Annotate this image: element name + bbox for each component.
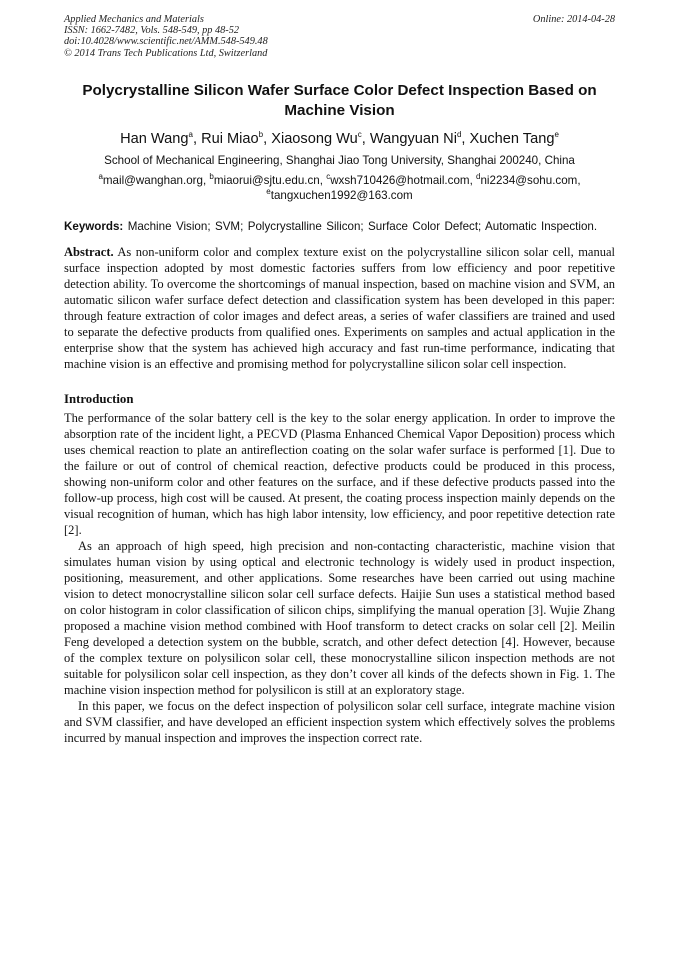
body-paragraph: The performance of the solar battery cell is the key to the solar energy application. In order to improve the absorption rate of the incident light, a PECVD (Plasma Enhanced Chemical Vapor Deposition) process which uses chemical reaction to plate an antireflection coating on the solar wafer surface is performed [1]. Due to the failure or out of control of chemical reaction, defective products could be produced in this process, showing non-uniform color and other features on the surface, and if these defective products passed into the follow-up process, high cost will be caused. At present, the coating process inspection mainly depends on the visual recognition of human, which has high labor intensity, low efficiency, and poor repetitive detection rate [2].	[64, 410, 615, 537]
email-link[interactable]: $^d$ni2234@sohu.com	[476, 171, 578, 187]
journal-header	[64, 14, 615, 59]
email-link[interactable]: $^c$wxsh710426@hotmail.com	[326, 171, 470, 187]
journal-name: Applied Mechanics and Materials	[64, 14, 204, 25]
keywords-label: Keywords:	[64, 219, 124, 233]
author: Xuchen Tang$^e$	[469, 129, 559, 147]
body-paragraph: As an approach of high speed, high precision and non-contacting characteristic, machine vision that simulates human vision by using optical and electronic technology is widely used in product inspection, positioning, measurement, and other applications. Some researches have been carried out using machine vision to detect monocrystalline silicon solar cell surface defects. Haijie Sun uses a statistical method based on color histogram in color classification of silicon chips, simplifying the manual operation [3]. Wujie Zhang proposed a machine vision method combined with Hoof transform to detect cracks on solar cell [2]. Meilin Feng developed a detection system on the bubble, scratch, and other defect detection [4]. However, because of the complex texture on polysilicon solar cell, these monocrystalline silicon inspection methods are not suitable for polysilicon solar cell inspection, as they don’t cover all kinds of the defects shown in Fig. 1. The machine vision inspection method for polysilicon is still at an exploratory stage.	[64, 538, 615, 697]
body-paragraph: In this paper, we focus on the defect inspection of polysilicon solar cell surface, integrate machine vision and SVM classifier, and have developed an efficient inspection system which effectively solves the problems incurred by manual inspection and improves the inspection correct rate.	[64, 698, 615, 745]
online-date: Online: 2014-04-28	[532, 14, 615, 25]
keywords-text: Machine Vision; SVM; Polycrystalline Silicon; Surface Color Defect; Automatic Inspection.	[127, 219, 598, 233]
email-link[interactable]: $^e$tangxuchen1992@163.com	[266, 186, 413, 202]
paper-title: Polycrystalline Silicon Wafer Surface Color Defect Inspection Based on Machine Vision	[82, 81, 597, 119]
author: Rui Miao$^b$	[201, 129, 264, 147]
email-link[interactable]: $^b$miaorui@sjtu.edu.cn	[209, 171, 320, 187]
paper-page	[64, 14, 615, 746]
keywords	[64, 220, 615, 235]
abstract-label: Abstract.	[64, 244, 114, 259]
author: Wangyuan Ni$^d$	[369, 129, 462, 147]
journal-issn: ISSN: 1662-7482, Vols. 548-549, pp 48-52	[64, 25, 240, 37]
email-link[interactable]: $^a$mail@wanghan.org	[98, 171, 203, 187]
abstract-text: As non-uniform color and complex texture exist on the polycrystalline silicon solar cell, manual surface inspection adopted by most domestic factories suffers from low efficiency and poor repetitive detection ability. To overcome the shortcomings of manual inspection, based on machine vision and SVM, an automatic silicon wafer surface defect detection and classification system has been developed in this paper: through feature extraction of color images and defect areas, a series of wafer classifiers are trained and used to separate the defective products from qualified ones. Experiments on samples and actual application in the enterprise show that the system has achieved high accuracy and fast run-time performance, indicating that machine vision is an effective and promising method for polycrystalline silicon solar cell inspection.	[64, 244, 616, 371]
email-list: $^a$mail@wanghan.org, $^b$miaorui@sjtu.edu.cn, $^c$wxsh710426@hotmail.com, $^d$ni2234@sohu.com, $^e$tangxuchen1992@163.com	[98, 171, 581, 202]
abstract	[64, 244, 615, 372]
author: Han Wang$^a$	[120, 129, 193, 147]
journal-doi: doi:10.4028/www.scientific.net/AMM.548-549.48	[64, 36, 268, 48]
affiliation: School of Mechanical Engineering, Shanghai Jiao Tong University, Shanghai 200240, China	[104, 153, 575, 167]
journal-copyright: © 2014 Trans Tech Publications Ltd, Switzerland	[64, 47, 268, 59]
introduction-heading: Introduction	[64, 391, 134, 406]
author-list: Han Wang$^a$, Rui Miao$^b$, Xiaosong Wu$^c$, Wangyuan Ni$^d$, Xuchen Tang$^e$	[120, 129, 559, 147]
author: Xiaosong Wu$^c$	[271, 129, 362, 147]
